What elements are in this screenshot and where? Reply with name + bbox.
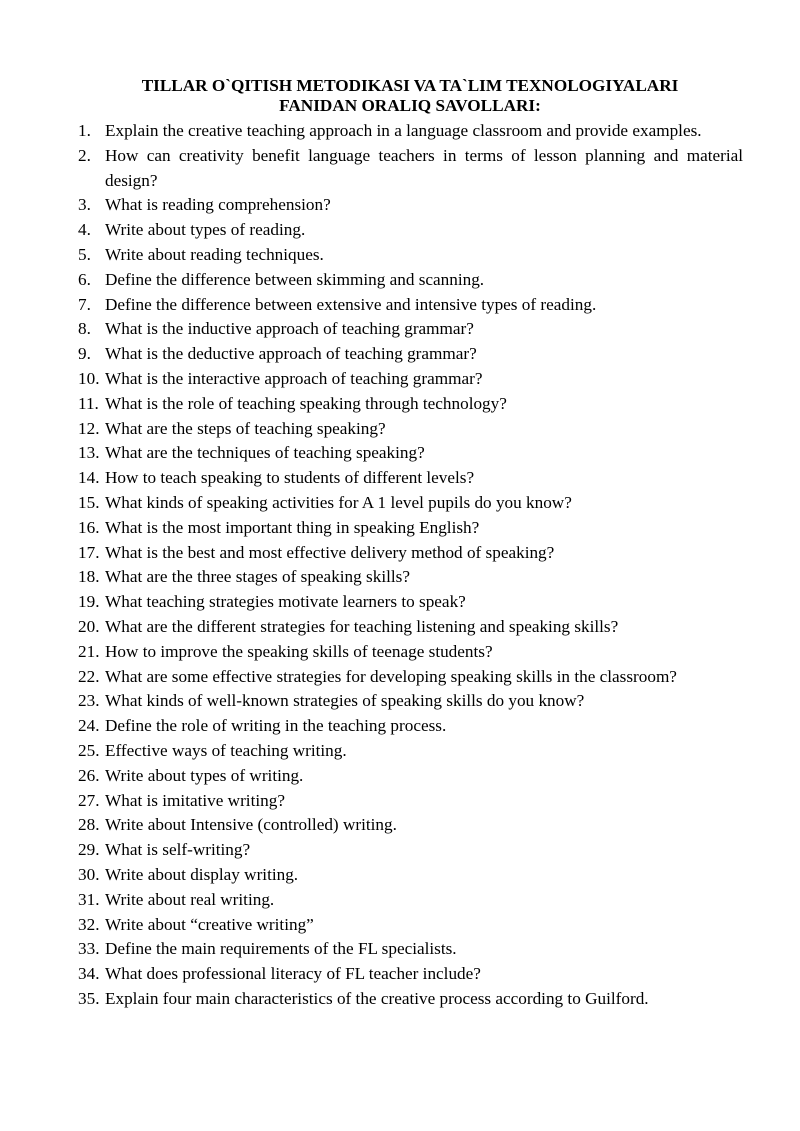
question-text: Define the role of writing in the teaching process.	[105, 716, 447, 736]
question-text: Write about types of writing.	[105, 765, 304, 785]
question-number: 25.	[78, 740, 100, 760]
question-item	[78, 293, 743, 318]
question-item	[78, 466, 743, 491]
question-number: 5.	[78, 244, 91, 264]
question-text: What is reading comprehension?	[105, 195, 331, 215]
question-number: 34.	[78, 964, 100, 984]
question-number: 16.	[78, 517, 100, 537]
question-number: 22.	[78, 666, 100, 686]
question-number: 28.	[78, 815, 100, 835]
question-item	[78, 342, 743, 367]
question-text: Define the difference between skimming and scanning.	[105, 269, 485, 289]
question-item	[78, 441, 743, 466]
question-number: 17.	[78, 542, 100, 562]
question-number: 2.	[78, 145, 91, 165]
question-text: How to improve the speaking skills of teenage students?	[105, 641, 493, 661]
question-text: What kinds of speaking activities for A 1 level pupils do you know?	[105, 492, 572, 512]
question-text: Write about Intensive (controlled) writing.	[105, 815, 397, 835]
question-text: What are the three stages of speaking skills?	[105, 567, 410, 587]
question-number: 10.	[78, 368, 100, 388]
question-text: What is self-writing?	[105, 840, 251, 860]
question-number: 30.	[78, 864, 100, 884]
question-item	[78, 119, 743, 144]
question-text: Explain the creative teaching approach in a language classroom and provide examples.	[105, 121, 702, 140]
question-number: 33.	[78, 939, 100, 959]
question-item	[78, 243, 743, 268]
question-text: What is imitative writing?	[105, 790, 285, 810]
question-item	[78, 789, 743, 814]
document-title	[60, 76, 760, 116]
question-number: 21.	[78, 641, 100, 661]
question-text: Explain four main characteristics of the creative process according to Guilford.	[105, 988, 649, 1008]
question-number: 12.	[78, 418, 100, 438]
question-item	[78, 516, 743, 541]
question-text: What are some effective strategies for developing speaking skills in the classroom?	[105, 666, 677, 686]
question-number: 7.	[78, 294, 91, 314]
question-number: 32.	[78, 914, 100, 934]
question-number: 8.	[78, 319, 91, 339]
question-text: Write about display writing.	[105, 864, 299, 884]
question-text: How to teach speaking to students of different levels?	[105, 468, 475, 488]
question-text: What is the inductive approach of teaching grammar?	[105, 319, 474, 339]
question-number: 20.	[78, 616, 100, 636]
question-item	[78, 689, 743, 714]
question-item	[78, 541, 743, 566]
question-item	[78, 714, 743, 739]
question-text: Write about types of reading.	[105, 220, 306, 240]
question-item	[78, 962, 743, 987]
question-item	[78, 665, 743, 690]
question-item	[78, 813, 743, 838]
question-item	[78, 937, 743, 962]
question-number: 11.	[78, 393, 99, 413]
question-item	[78, 615, 743, 640]
question-text: Define the main requirements of the FL specialists.	[105, 939, 457, 959]
question-item	[78, 218, 743, 243]
question-text: What are the different strategies for teaching listening and speaking skills?	[105, 616, 619, 636]
question-text: What are the techniques of teaching speaking?	[105, 443, 425, 463]
question-text: What teaching strategies motivate learners to speak?	[105, 592, 466, 612]
question-number: 4.	[78, 220, 91, 240]
question-text: What is the role of teaching speaking through technology?	[105, 393, 507, 413]
question-number: 35.	[78, 988, 100, 1008]
question-text: What is the best and most effective delivery method of speaking?	[105, 542, 555, 562]
question-text: Write about reading techniques.	[105, 244, 324, 264]
question-number: 13.	[78, 443, 100, 463]
question-number: 1.	[78, 121, 91, 140]
question-text: Write about real writing.	[105, 889, 275, 909]
question-text: How can creativity benefit language teachers in terms of lesson planning and material design?	[105, 145, 743, 190]
title-line-1: TILLAR O`QITISH METODIKASI VA TA`LIM TEXNOLOGIYALARI	[141, 76, 679, 95]
question-number: 14.	[78, 468, 100, 488]
question-item	[78, 268, 743, 293]
question-number: 19.	[78, 592, 100, 612]
question-number: 23.	[78, 691, 100, 711]
question-number: 31.	[78, 889, 100, 909]
question-text: What is the interactive approach of teaching grammar?	[105, 368, 483, 388]
question-item	[78, 367, 743, 392]
question-number: 26.	[78, 765, 100, 785]
question-item	[78, 888, 743, 913]
question-number: 15.	[78, 492, 100, 512]
question-item	[78, 193, 743, 218]
question-item	[78, 565, 743, 590]
question-list	[78, 119, 743, 1012]
question-item	[78, 491, 743, 516]
question-item	[78, 144, 743, 194]
question-item	[78, 640, 743, 665]
question-item	[78, 317, 743, 342]
question-number: 29.	[78, 840, 100, 860]
question-text: Write about “creative writing”	[105, 914, 314, 934]
question-item	[78, 863, 743, 888]
question-number: 18.	[78, 567, 100, 587]
question-item	[78, 590, 743, 615]
question-text: What is the deductive approach of teaching grammar?	[105, 344, 477, 364]
question-item	[78, 987, 743, 1012]
title-line-2: FANIDAN ORALIQ SAVOLLARI:	[279, 96, 541, 115]
question-item	[78, 913, 743, 938]
question-number: 6.	[78, 269, 91, 289]
question-text: Effective ways of teaching writing.	[105, 740, 347, 760]
question-item	[78, 392, 743, 417]
question-number: 3.	[78, 195, 91, 215]
question-item	[78, 417, 743, 442]
question-item	[78, 764, 743, 789]
question-item	[78, 838, 743, 863]
question-number: 24.	[78, 716, 100, 736]
question-number: 9.	[78, 344, 91, 364]
question-number: 27.	[78, 790, 100, 810]
question-item	[78, 739, 743, 764]
question-text: What are the steps of teaching speaking?	[105, 418, 386, 438]
question-text: What does professional literacy of FL teacher include?	[105, 964, 481, 984]
question-text: Define the difference between extensive and intensive types of reading.	[105, 294, 597, 314]
question-text: What kinds of well-known strategies of speaking skills do you know?	[105, 691, 585, 711]
question-text: What is the most important thing in speaking English?	[105, 517, 480, 537]
